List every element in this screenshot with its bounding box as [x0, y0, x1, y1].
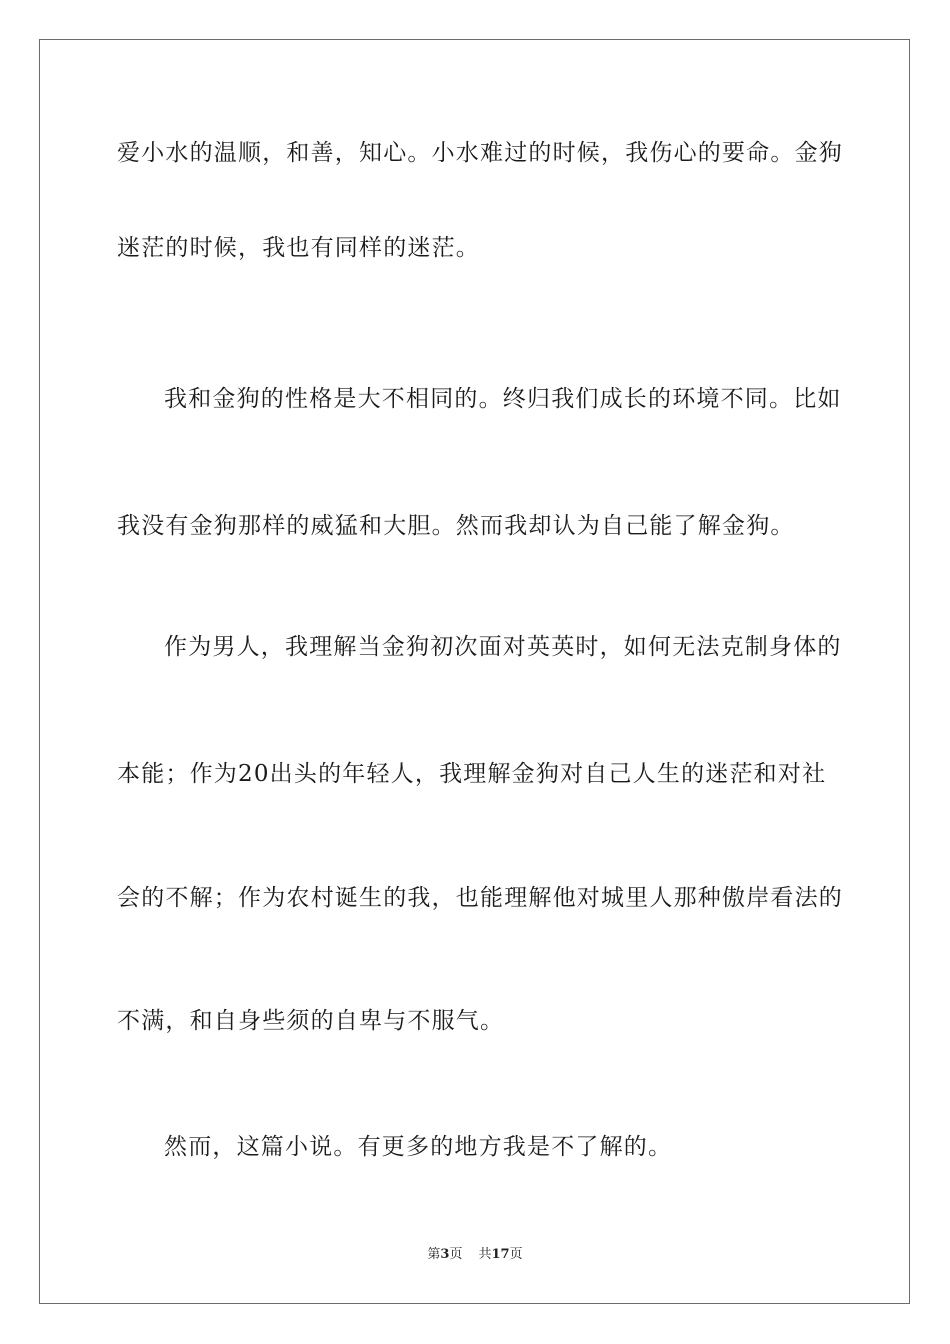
- total-suffix: 页: [509, 1247, 523, 1262]
- paragraph-2-line-1: 我和金狗的性格是大不相同的。终归我们成长的环境不同。比如: [164, 386, 842, 412]
- paragraph-4-line-1: 然而，这篇小说。有更多的地方我是不了解的。: [164, 1134, 673, 1160]
- page-prefix: 第: [427, 1247, 441, 1262]
- paragraph-3-line-2: 本能；作为20出头的年轻人，我理解金狗对自己人生的迷茫和对社: [117, 761, 827, 787]
- page-border: [39, 39, 910, 1304]
- page-footer: [0, 1246, 950, 1264]
- paragraph-2-line-2: 我没有金狗那样的威猛和大胆。然而我却认为自己能了解金狗。: [117, 513, 795, 539]
- page-suffix: 页: [449, 1247, 463, 1262]
- total-pages: 17: [491, 1247, 510, 1262]
- paragraph-3-line-3: 会的不解；作为农村诞生的我，也能理解他对城里人那种傲岸看法的: [117, 885, 843, 911]
- paragraph-1-line-2: 迷茫的时候，我也有同样的迷茫。: [117, 235, 480, 261]
- paragraph-1-line-1: 爱小水的温顺，和善，知心。小水难过的时候，我伤心的要命。金狗: [117, 140, 843, 166]
- page-number: 3: [440, 1247, 450, 1262]
- paragraph-3-line-1: 作为男人，我理解当金狗初次面对英英时，如何无法克制身体的: [164, 634, 842, 660]
- total-prefix: 共: [478, 1247, 492, 1262]
- paragraph-3-line-4: 不满，和自身些须的自卑与不服气。: [117, 1008, 505, 1034]
